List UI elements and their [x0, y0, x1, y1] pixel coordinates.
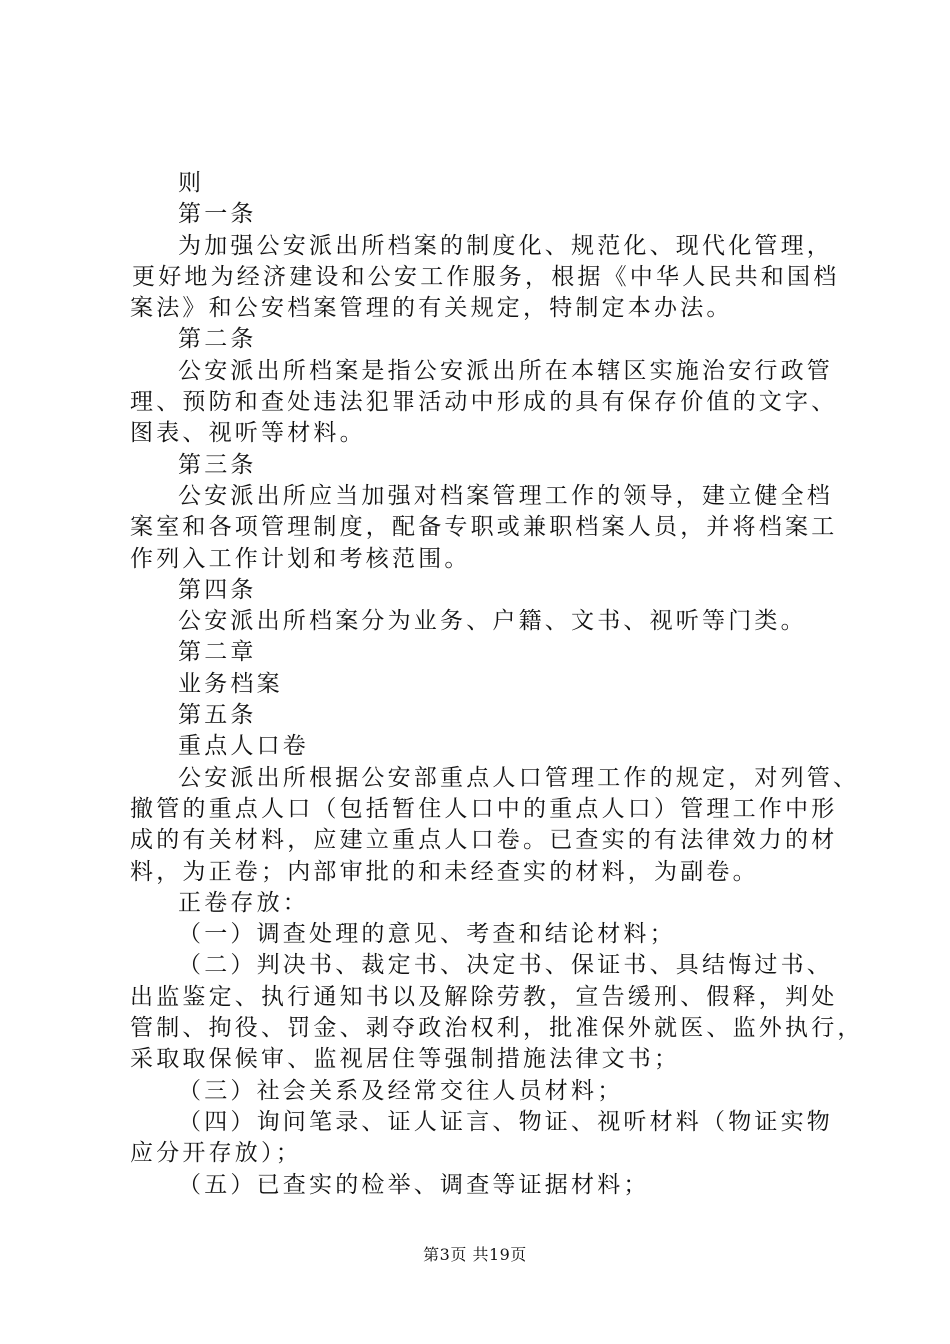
text-line: 第二条: [178, 326, 257, 353]
text-line: 采取取保候审、监视居住等强制措施法律文书；: [130, 1046, 681, 1073]
text-line: （二）判决书、裁定书、决定书、保证书、具结悔过书、: [178, 952, 833, 979]
text-line: （五）已查实的检举、调查等证据材料；: [178, 1171, 650, 1198]
text-line: （一）调查处理的意见、考查和结论材料；: [178, 921, 676, 948]
text-line: 第一条: [178, 201, 257, 228]
text-line: 公安派出所根据公安部重点人口管理工作的规定，对列管、: [178, 764, 860, 791]
text-line: （四）询问笔录、证人证言、物证、视听材料（物证实物: [178, 1108, 833, 1135]
text-line: 理、预防和查处违法犯罪活动中形成的具有保存价值的文字、: [130, 389, 838, 416]
text-line: 图表、视听等材料。: [130, 420, 366, 447]
text-line: 案法》和公安档案管理的有关规定，特制定本办法。: [130, 295, 733, 322]
page-footer: 第3页 共19页: [423, 1245, 527, 1264]
text-line: 第二章: [178, 639, 257, 666]
document-body: [130, 168, 864, 1201]
text-line: 第五条: [178, 702, 257, 729]
text-line: 出监鉴定、执行通知书以及解除劳教，宣告缓刑、假释，判处: [130, 983, 838, 1010]
text-line: （三）社会关系及经常交往人员材料；: [178, 1077, 624, 1104]
text-line: 公安派出所应当加强对档案管理工作的领导，建立健全档: [178, 482, 833, 509]
text-line: 业务档案: [178, 670, 283, 697]
text-line: 第三条: [178, 451, 257, 478]
text-line: 撤管的重点人口（包括暂住人口中的重点人口）管理工作中形: [130, 795, 838, 822]
text-line: 作列入工作计划和考核范围。: [130, 545, 471, 572]
text-line: 公安派出所档案是指公安派出所在本辖区实施治安行政管: [178, 357, 833, 384]
text-line: 重点人口卷: [178, 733, 309, 760]
text-line: 正卷存放：: [178, 889, 309, 916]
text-line: 第四条: [178, 576, 257, 603]
text-line: 公安派出所档案分为业务、户籍、文书、视听等门类。: [178, 608, 807, 635]
text-line: 成的有关材料，应建立重点人口卷。已查实的有法律效力的材: [130, 827, 838, 854]
text-line: 为加强公安派出所档案的制度化、规范化、现代化管理，: [178, 232, 833, 259]
text-line: 则: [178, 170, 205, 196]
text-line: 料，为正卷；内部审批的和未经查实的材料，为副卷。: [130, 858, 759, 885]
text-line: 更好地为经济建设和公安工作服务，根据《中华人民共和国档: [132, 263, 840, 290]
text-line: 应分开存放）；: [130, 1140, 302, 1167]
text-line: 案室和各项管理制度，配备专职或兼职档案人员，并将档案工: [130, 514, 838, 541]
text-line: 管制、拘役、罚金、剥夺政治权利，批准保外就医、监外执行，: [130, 1015, 864, 1042]
